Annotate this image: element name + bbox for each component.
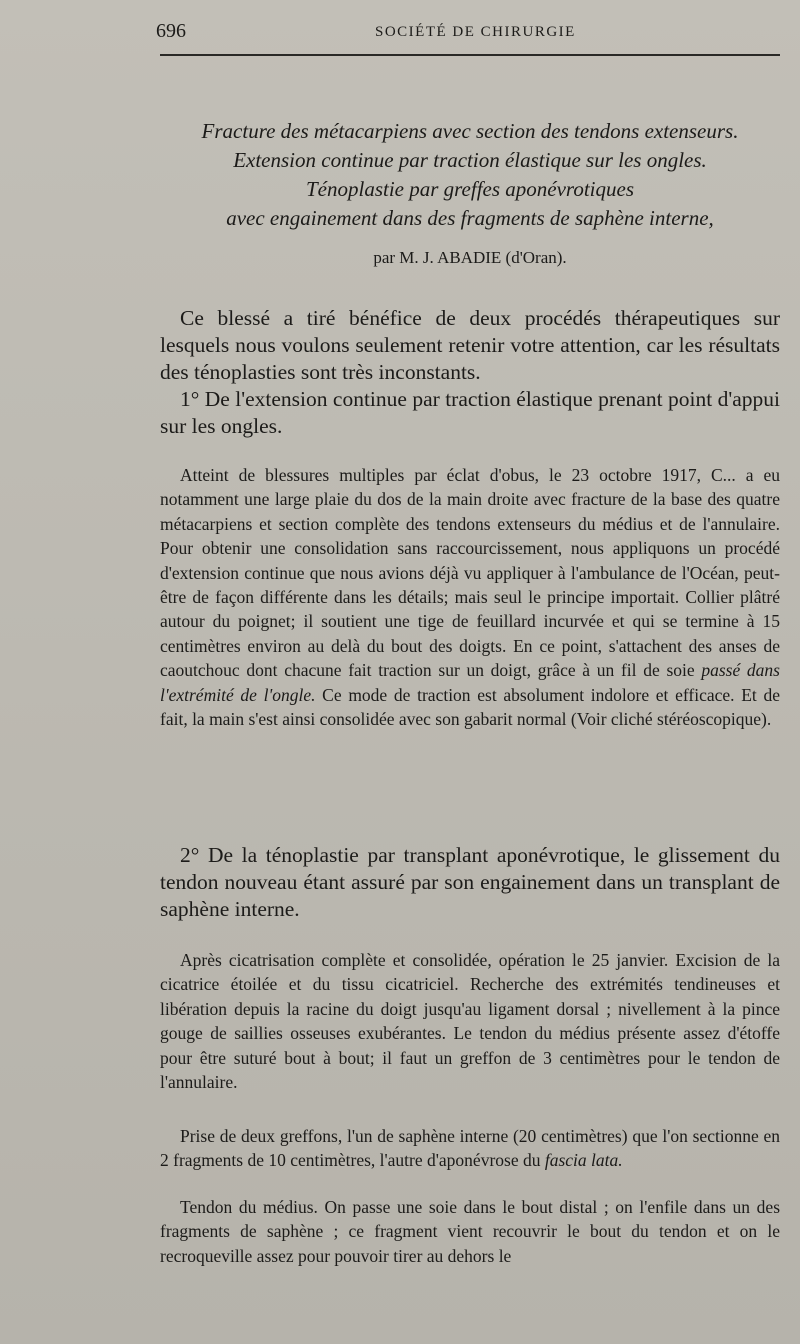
case-text (160, 463, 780, 731)
case-text-italic: passé dans l'extrémité de l'ongle. (160, 660, 780, 705)
article-title (150, 117, 790, 233)
first-point-text: 1° De l'extension continue par traction élastique prenant point d'appui sur les ongles. (160, 387, 780, 438)
grafts-paragraph (160, 1124, 780, 1173)
running-head: SOCIÉTÉ DE CHIRURGIE (375, 24, 576, 40)
author-line: par M. J. ABADIE (d'Oran). (373, 248, 567, 267)
grafts-text-a: Prise de deux greffons, l'un de saphène interne (20 centimètres) que l'on sectionne en 2 fragments de 10 centimètres, l'autre d'aponévrose du (160, 1126, 780, 1171)
page-number: 696 (156, 20, 186, 42)
tendon-paragraph (160, 1195, 780, 1268)
grafts-text-italic: fascia lata. (544, 1150, 623, 1171)
title-line-3: Ténoplastie par greffes aponévrotiques (306, 177, 634, 201)
second-point-paragraph (160, 842, 780, 923)
case-paragraph (160, 463, 780, 731)
operation-paragraph (160, 948, 780, 1094)
intro-paragraph (160, 305, 780, 386)
tendon-text: Tendon du médius. On passe une soie dans le bout distal ; on l'enfile dans un des fragments de saphène ; ce fragment vient recouvrir le bout du tendon et on le recroqueville assez pour pouvoir tirer au dehors le (160, 1197, 780, 1266)
case-text-b: Ce mode de traction est absolument indolore et efficace. Et de fait, la main s'est ainsi consolidée avec son gabarit normal (Voir cliché stéréoscopique). (160, 684, 780, 730)
title-line-4: avec engainement dans des fragments de saphène interne, (226, 206, 714, 230)
header-rule (160, 54, 780, 56)
title-line-1: Fracture des métacarpiens avec section des tendons extenseurs. (201, 119, 739, 143)
case-text-a: Atteint de blessures multiples par éclat d'obus, le 23 octobre 1917, C... a eu notamment une large plaie du dos de la main droite avec fracture de la base des quatre métacarpiens et section complète des tendons extenseurs du médius et de l'annulaire. Pour obtenir une consolidation sans raccourcissement, nous appliquons un procédé d'extension continue que nous avions déjà vu appliquer à l'ambulance de l'Océan, peut-être de façon différente dans les détails; mais seul le principe importait. Collier plâtré autour du poignet; il soutient une tige de feuillard incurvée et qui se termine à 15 centimètres environ au delà du bout des doigts. En ce point, s'attachent des anses de caoutchouc dont chacune fait traction sur un doigt, grâce à un fil de soie (160, 465, 780, 681)
operation-text: Après cicatrisation complète et consolidée, opération le 25 janvier. Excision de la cicatrice étoilée et du tissu cicatriciel. Recherche des extrémités tendineuses et libération depuis la racine du doigt jusqu'au ligament dorsal ; nivellement à la pince gouge de saillies osseuses exubérantes. Le tendon du médius présente assez d'étoffe pour être suturé bout à bout; il faut un greffon de 3 centimètres pour le tendon de l'annulaire. (160, 950, 780, 1093)
second-point-text: 2° De la ténoplastie par transplant aponévrotique, le glissement du tendon nouveau étant assuré par son engainement dans un transplant de saphène interne. (160, 843, 780, 921)
first-point-paragraph (160, 386, 780, 440)
page-header (0, 18, 800, 48)
intro-text: Ce blessé a tiré bénéfice de deux procédés thérapeutiques sur lesquels nous voulons seulement retenir votre attention, car les résultats des ténoplasties sont très inconstants. (160, 306, 780, 384)
grafts-text (160, 1124, 780, 1173)
title-line-2: Extension continue par traction élastique sur les ongles. (233, 148, 707, 172)
